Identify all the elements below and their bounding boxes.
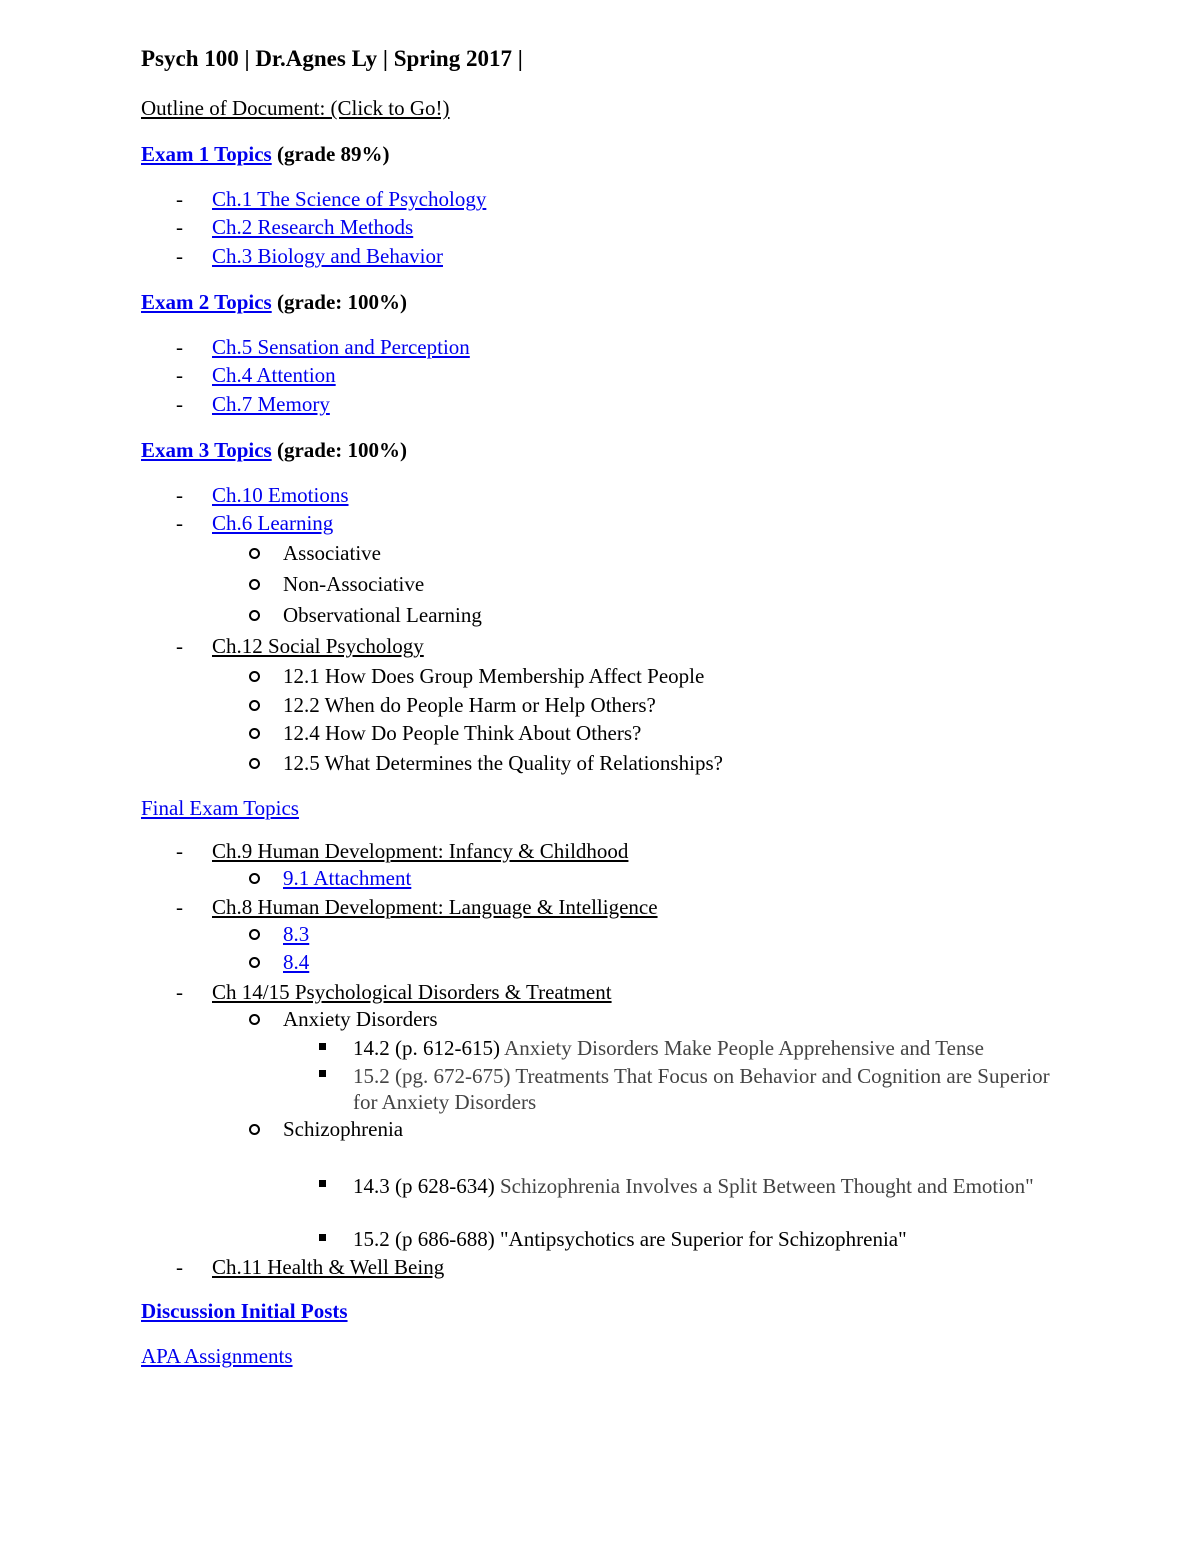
list-item: Schizophrenia — [283, 1117, 404, 1141]
list-item: Observational Learning — [283, 603, 482, 627]
bullet-dash: - — [176, 244, 183, 268]
link-ch1[interactable]: Ch.1 The Science of Psychology — [212, 187, 487, 211]
list-item: Non-Associative — [283, 572, 425, 596]
apa-assignments-link[interactable]: APA Assignments — [141, 1344, 293, 1368]
square-bullet-icon — [319, 1180, 326, 1187]
bullet-dash: - — [176, 363, 183, 387]
exam3-heading — [141, 438, 407, 462]
exam2-grade: (grade: 100%) — [271, 290, 408, 314]
circle-bullet-icon — [249, 1124, 260, 1135]
link-ch9[interactable]: Ch.9 Human Development: Infancy & Childhood — [212, 839, 629, 863]
exam1-grade: (grade 89%) — [271, 142, 390, 166]
circle-bullet-icon — [249, 1014, 260, 1025]
list-item: 14.2 (p. 612-615) Anxiety Disorders Make People Apprehensive and Tense — [353, 1036, 984, 1060]
outline-heading: Outline of Document: (Click to Go!) — [141, 96, 450, 120]
link-ch2[interactable]: Ch.2 Research Methods — [212, 215, 414, 239]
circle-bullet-icon — [249, 873, 260, 884]
circle-bullet-icon — [249, 610, 260, 621]
bullet-dash: - — [176, 980, 183, 1004]
link-ch8[interactable]: Ch.8 Human Development: Language & Intelligence — [212, 895, 658, 919]
list-item: Associative — [283, 541, 381, 565]
page-title: Psych 100 | Dr.Agnes Ly | Spring 2017 | — [141, 46, 523, 71]
bullet-dash: - — [176, 483, 183, 507]
bullet-dash: - — [176, 335, 183, 359]
exam3-link[interactable]: Exam 3 Topics — [141, 438, 272, 462]
exam3-grade: (grade: 100%) — [271, 438, 408, 462]
link-ch6[interactable]: Ch.6 Learning — [212, 511, 334, 535]
link-ch14-15[interactable]: Ch 14/15 Psychological Disorders & Treatment — [212, 980, 612, 1004]
bullet-dash: - — [176, 392, 183, 416]
bullet-dash: - — [176, 511, 183, 535]
bullet-dash: - — [176, 187, 183, 211]
list-item: 12.5 What Determines the Quality of Relationships? — [283, 751, 723, 775]
list-item: Anxiety Disorders — [283, 1007, 438, 1031]
list-item: 12.2 When do People Harm or Help Others? — [283, 693, 656, 717]
square-bullet-icon — [319, 1070, 326, 1077]
circle-bullet-icon — [249, 671, 260, 682]
circle-bullet-icon — [249, 548, 260, 559]
link-ch5[interactable]: Ch.5 Sensation and Perception — [212, 335, 470, 359]
link-ch10[interactable]: Ch.10 Emotions — [212, 483, 349, 507]
final-exam-link[interactable]: Final Exam Topics — [141, 796, 299, 820]
link-ch7[interactable]: Ch.7 Memory — [212, 392, 330, 416]
circle-bullet-icon — [249, 579, 260, 590]
link-ch11[interactable]: Ch.11 Health & Well Being — [212, 1255, 445, 1279]
bullet-dash: - — [176, 634, 183, 658]
circle-bullet-icon — [249, 758, 260, 769]
circle-bullet-icon — [249, 700, 260, 711]
bullet-dash: - — [176, 895, 183, 919]
exam1-heading — [141, 142, 390, 166]
bullet-dash: - — [176, 215, 183, 239]
list-item: 12.4 How Do People Think About Others? — [283, 721, 642, 745]
link-8-3[interactable]: 8.3 — [283, 922, 310, 946]
circle-bullet-icon — [249, 728, 260, 739]
square-bullet-icon — [319, 1234, 326, 1241]
bullet-dash: - — [176, 839, 183, 863]
link-ch12[interactable]: Ch.12 Social Psychology — [212, 634, 424, 658]
link-8-4[interactable]: 8.4 — [283, 950, 310, 974]
link-9-1[interactable]: 9.1 Attachment — [283, 866, 412, 890]
square-bullet-icon — [319, 1043, 326, 1050]
exam2-link[interactable]: Exam 2 Topics — [141, 290, 272, 314]
list-item: 14.3 (p 628-634) Schizophrenia Involves a Split Between Thought and Emotion" — [353, 1174, 1034, 1198]
circle-bullet-icon — [249, 957, 260, 968]
bullet-dash: - — [176, 1255, 183, 1279]
list-item: 15.2 (pg. 672-675) Treatments That Focus on Behavior and Cognition are Superior for Anxiety Disorders — [353, 1064, 1050, 1114]
circle-bullet-icon — [249, 929, 260, 940]
list-item: 15.2 (p 686-688) "Antipsychotics are Superior for Schizophrenia" — [353, 1227, 907, 1251]
link-ch3[interactable]: Ch.3 Biology and Behavior — [212, 244, 443, 268]
discussion-posts-link[interactable]: Discussion Initial Posts — [141, 1299, 348, 1323]
exam1-link[interactable]: Exam 1 Topics — [141, 142, 272, 166]
link-ch4[interactable]: Ch.4 Attention — [212, 363, 336, 387]
exam2-heading — [141, 290, 407, 314]
list-item: 12.1 How Does Group Membership Affect People — [283, 664, 705, 688]
